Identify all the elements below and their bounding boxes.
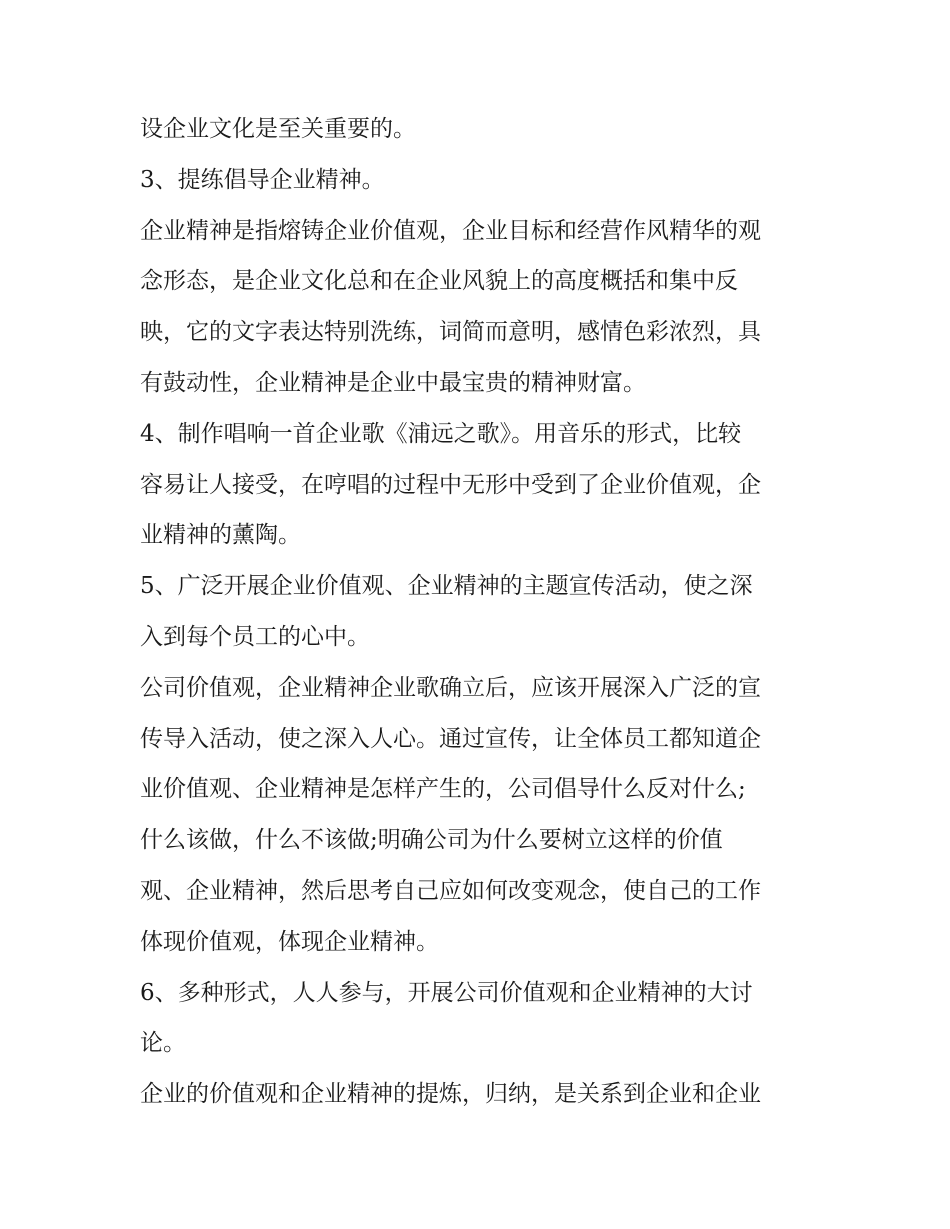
section-heading-4: 4、制作唱响一首企业歌《浦远之歌》。用音乐的形式，比较 — [140, 420, 742, 447]
text-line: 设企业文化是至关重要的。 — [140, 116, 416, 142]
text-line: 业精神的薰陶。 — [140, 522, 301, 549]
text-line: 体现价值观，体现企业精神。 — [140, 928, 439, 955]
text-line: 业价值观、企业精神是怎样产生的，公司倡导什么反对什么; — [140, 776, 746, 803]
text-line: 企业的价值观和企业精神的提炼，归纳，是关系到企业和企业 — [140, 1081, 761, 1108]
text-line: 传导入活动，使之深入人心。通过宣传，让全体员工都知道企 — [140, 725, 761, 752]
text-line: 观、企业精神，然后思考自己应如何改变观念，使自己的工作 — [140, 877, 761, 904]
section-heading-3: 3、提练倡导企业精神。 — [140, 166, 385, 193]
text-line: 企业精神是指熔铸企业价值观，企业目标和经营作风精华的观 — [140, 217, 761, 244]
text-line: 容易让人接受，在哼唱的过程中无形中受到了企业价值观，企 — [140, 471, 761, 498]
text-line: 论。 — [140, 1030, 186, 1057]
section-heading-5: 5、广泛开展企业价值观、企业精神的主题宣传活动，使之深 — [140, 573, 753, 600]
text-line: 公司价值观，企业精神企业歌确立后，应该开展深入广泛的宣 — [140, 674, 761, 701]
text-line: 入到每个员工的心中。 — [140, 623, 370, 650]
text-line: 映，它的文字表达特别洗练，词简而意明，感情色彩浓烈，具 — [140, 319, 761, 346]
text-line: 念形态，是企业文化总和在企业风貌上的高度概括和集中反 — [140, 268, 738, 295]
text-line: 有鼓动性，企业精神是企业中最宝贵的精神财富。 — [140, 369, 646, 396]
section-heading-6: 6、多种形式，人人参与，开展公司价值观和企业精神的大讨 — [140, 979, 753, 1006]
document-body — [140, 104, 820, 1120]
text-line: 什么该做，什么不该做;明确公司为什么要树立这样的价值 — [140, 827, 723, 854]
